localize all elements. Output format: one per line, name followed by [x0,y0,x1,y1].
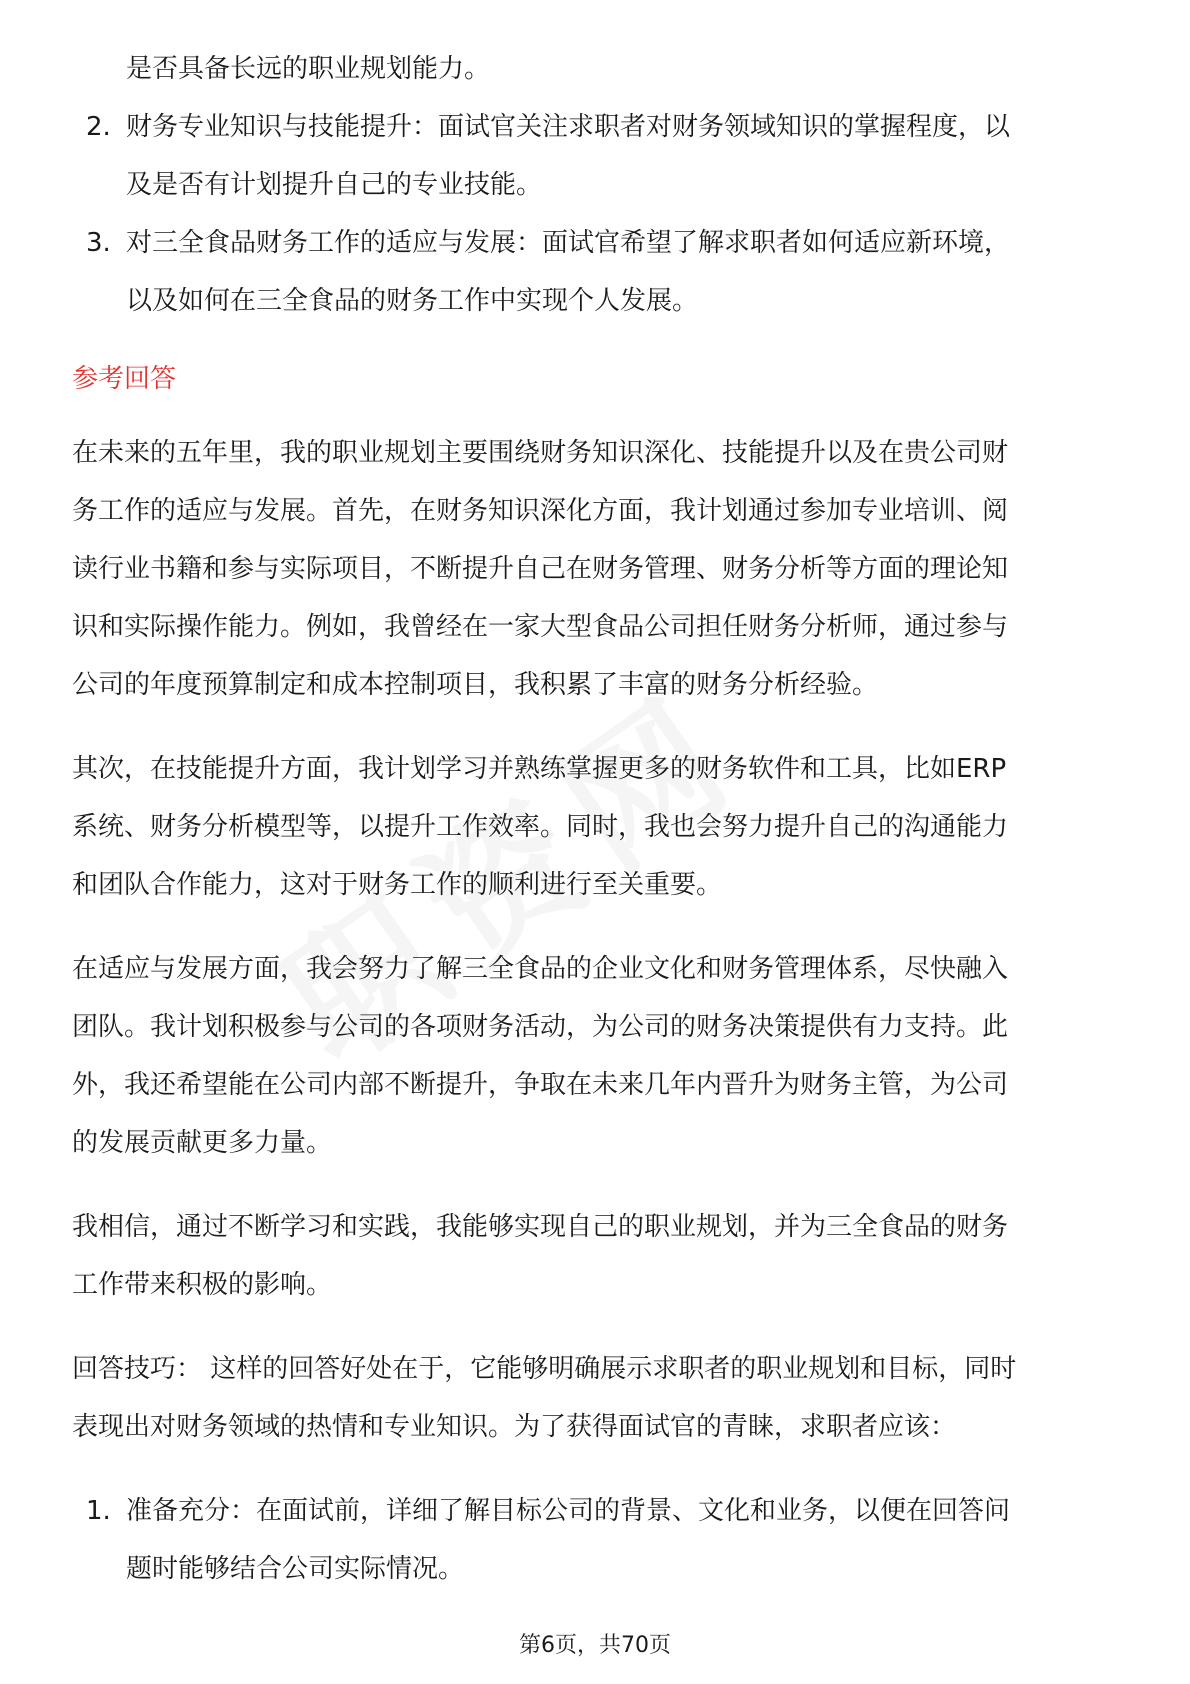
list-item [72,1482,1132,1598]
paragraph [72,424,1132,714]
page-number: 第6页，共70页 [519,1633,671,1658]
list-line: 财务专业知识与技能提升：面试官关注求职者对财务领域知识的掌握程度，以 [126,112,1011,142]
tips-list [72,1482,1132,1598]
page-content [72,40,1132,1598]
list-number: 3. [86,228,111,258]
paragraph-line: 识和实际操作能力。例如，我曾经在一家大型食品公司担任财务分析师，通过参与 [72,612,1009,642]
paragraph [72,1340,1132,1456]
list-line: 对三全食品财务工作的适应与发展：面试官希望了解求职者如何适应新环境， [126,228,1011,258]
paragraph-line: 系统、财务分析模型等，以提升工作效率。同时，我也会努力提升自己的沟通能力 [72,812,1009,842]
paragraph-line: 团队。我计划积极参与公司的各项财务活动，为公司的财务决策提供有力支持。此 [72,1012,1009,1042]
list-line: 准备充分：在面试前，详细了解目标公司的背景、文化和业务，以便在回答问 [126,1496,1011,1526]
paragraph-line: 我相信，通过不断学习和实践，我能够实现自己的职业规划，并为三全食品的财务 [72,1212,1009,1242]
paragraph-line: 在适应与发展方面，我会努力了解三全食品的企业文化和财务管理体系，尽快融入 [72,954,1009,984]
paragraph-line: 工作带来积极的影响。 [72,1270,333,1300]
list-item [72,214,1132,330]
paragraph-line: 公司的年度预算制定和成本控制项目，我积累了丰富的财务分析经验。 [72,670,879,700]
paragraph [72,1198,1132,1314]
list-item-continuation: 是否具备长远的职业规划能力。 [126,54,491,84]
paragraph [72,740,1132,914]
paragraph-line: 在未来的五年里，我的职业规划主要围绕财务知识深化、技能提升以及在贵公司财 [72,438,1009,468]
list-line: 题时能够结合公司实际情况。 [126,1554,465,1584]
list-number: 1. [86,1496,111,1526]
section-heading: 参考回答 [72,364,177,394]
paragraph-line: 的发展贡献更多力量。 [72,1128,333,1158]
paragraph-line: 务工作的适应与发展。首先，在财务知识深化方面，我计划通过参加专业培训、阅 [72,496,1009,526]
paragraph-line: 外，我还希望能在公司内部不断提升，争取在未来几年内晋升为财务主管，为公司 [72,1070,1009,1100]
paragraph [72,940,1132,1172]
paragraph-line: 表现出对财务领域的热情和专业知识。为了获得面试官的青睐，求职者应该： [72,1412,957,1442]
paragraph-line: 其次，在技能提升方面，我计划学习并熟练掌握更多的财务软件和工具，比如ERP [72,754,1007,784]
focus-list [72,98,1132,330]
paragraph-line: 读行业书籍和参与实际项目，不断提升自己在财务管理、财务分析等方面的理论知 [72,554,1009,584]
list-line: 以及如何在三全食品的财务工作中实现个人发展。 [126,286,699,316]
list-item [72,98,1132,214]
list-number: 2. [86,112,111,142]
paragraph-line: 回答技巧： 这样的回答好处在于，它能够明确展示求职者的职业规划和目标，同时 [72,1354,1017,1384]
list-line: 及是否有计划提升自己的专业技能。 [126,170,543,200]
paragraph-line: 和团队合作能力，这对于财务工作的顺利进行至关重要。 [72,870,723,900]
